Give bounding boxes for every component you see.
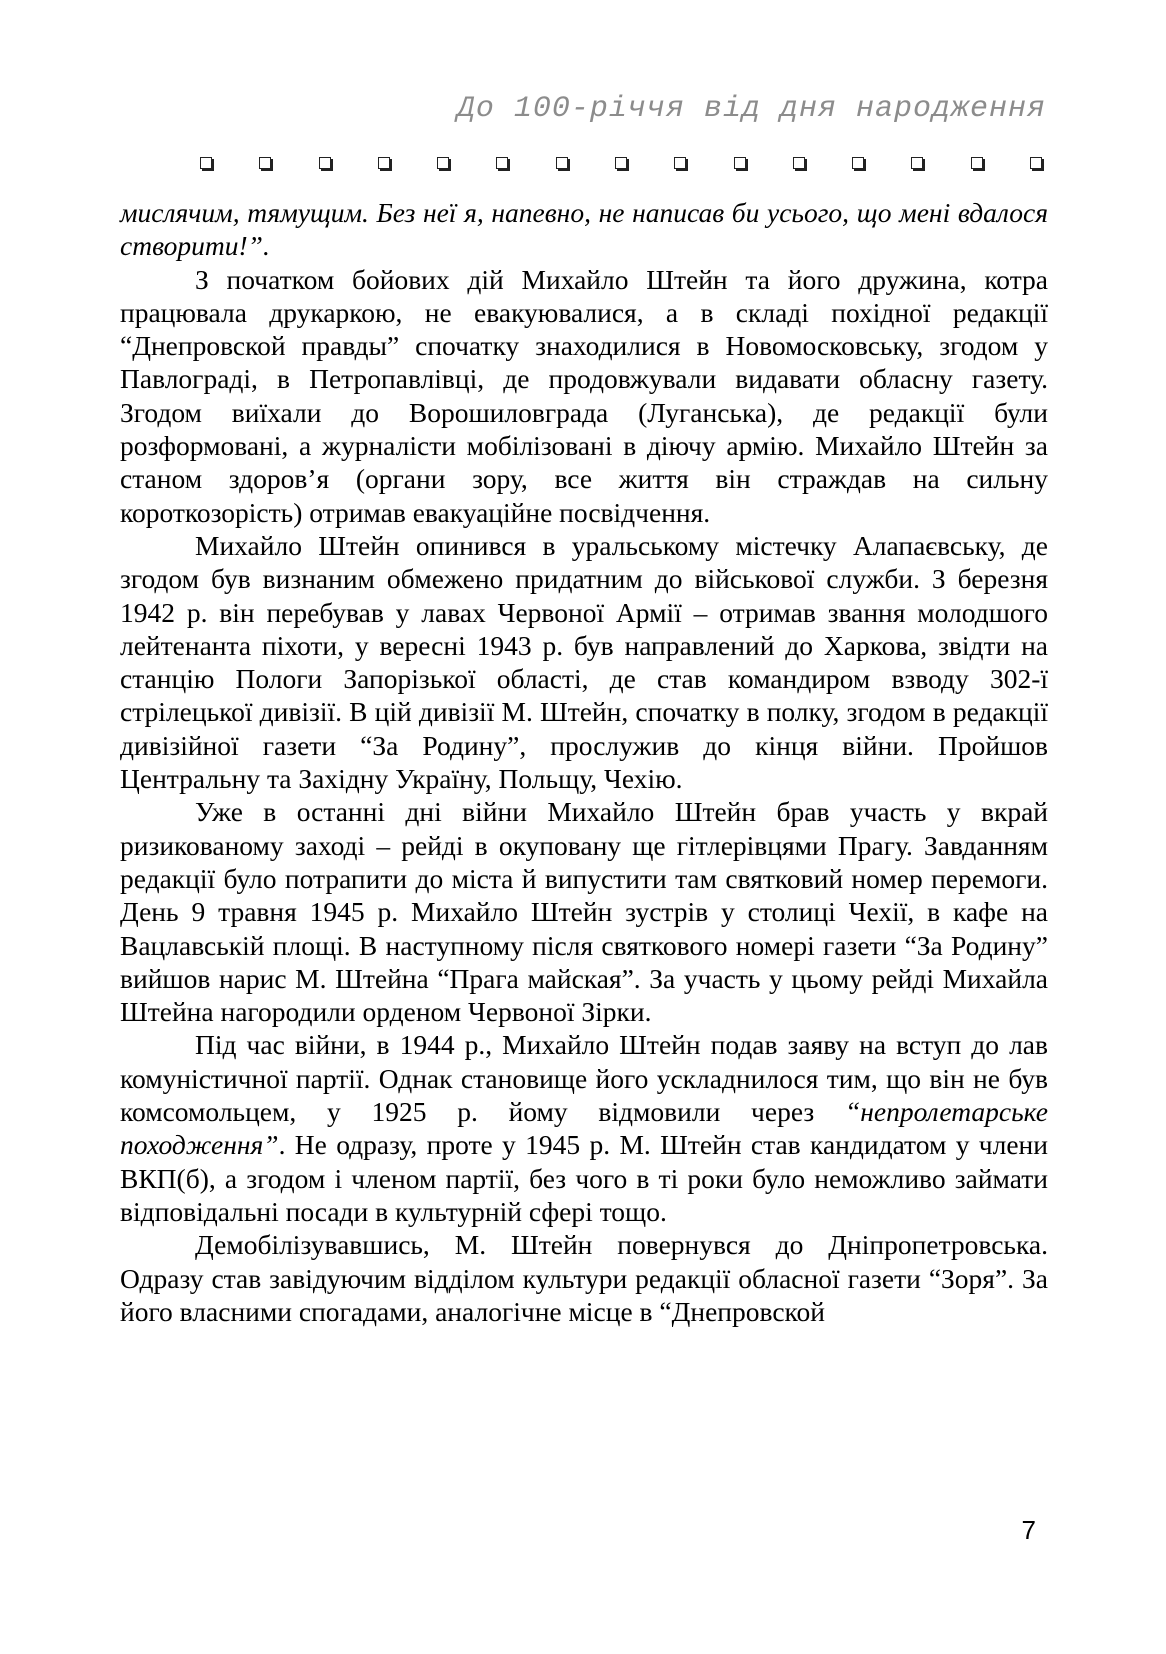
- ornament-square-icon: [319, 157, 331, 169]
- italic-quote-origin: “непролетарське походження”: [120, 1096, 1048, 1161]
- paragraph-party-membership: [120, 1028, 1048, 1228]
- ornament-square-icon: [556, 157, 568, 169]
- ornament-square-icon: [674, 157, 686, 169]
- ornament-square-icon: [200, 157, 212, 169]
- ornament-square-icon: [911, 157, 923, 169]
- ornament-square-icon: [971, 157, 983, 169]
- paragraph-evacuation: З початком бойових дій Михайло Штейн та його дружина, котра працювала друкаркою, не евакуювалися, а в складі похідної редакції “Днепровской правды” спочатку знаходилися в Новомосковську, згодом у Павлограді, в Петропавлівці, де продовжували видавати обласну газету. Згодом виїхали до Ворошиловграда (Луганська), де редакції були розформовані, а журналісти мобілізовані в діючу армію. Михайло Штейн за станом здоров’я (органи зору, все життя він страждав на сильну короткозорість) отримав евакуаційне посвідчення.: [120, 263, 1048, 528]
- decorative-box-divider: [200, 157, 1042, 169]
- paragraph-military-service: Михайло Штейн опинився в уральському містечку Алапаєвську, де згодом був визнаним обмежено придатним до військової служби. З березня 1942 р. він перебував у лавах Червоної Армії – отримав звання молодшого лейтенанта піхоти, у вересні 1943 р. був направлений до Харкова, звідти на станцію Пологи Запорізької області, де став командиром взводу 302-ї стрілецької дивізії. В цій дивізії М. Штейн, спочатку в полку, згодом в редакції дивізійної газети “За Родину”, прослужив до кінця війни. Пройшов Центральну та Західну Україну, Польщу, Чехію.: [120, 529, 1048, 795]
- running-header-title: До 100-річчя від дня народження: [456, 92, 1046, 126]
- ornament-square-icon: [615, 157, 627, 169]
- page-number: 7: [1021, 1515, 1036, 1545]
- ornament-square-icon: [1030, 157, 1042, 169]
- ornament-square-icon: [852, 157, 864, 169]
- ornament-square-icon: [496, 157, 508, 169]
- paragraph-party-text-end: . Не одразу, проте у 1945 р. М. Штейн став кандидатом у члени ВКП(б), а згодом і членом партії, без чого в ті роки було неможливо займати відповідальні посади в культурній сфері тощо.: [120, 1129, 1048, 1227]
- ornament-square-icon: [437, 157, 449, 169]
- paragraph-quote-continuation: мислячим, тямущим. Без неї я, напевно, не написав би усього, що мені вдалося створити!”.: [120, 197, 1048, 262]
- paragraph-demobilization: Демобілізувавшись, М. Штейн повернувся до Дніпропетровська. Одразу став завідуючим відділом культури редакції обласної газети “Зоря”. За його власними спогадами, аналогічне місце в “Днепровской: [120, 1229, 1048, 1327]
- ornament-square-icon: [378, 157, 390, 169]
- article-body: [120, 196, 1048, 1328]
- paragraph-party-text-start: Під час війни, в 1944 р., Михайло Штейн подав заяву на вступ до лав комуністичної партії. Однак становище його ускладнилося тим, що він не був комсомольцем, у 1925 р. йому відмовили через: [120, 1029, 1048, 1128]
- ornament-square-icon: [793, 157, 805, 169]
- ornament-square-icon: [734, 157, 746, 169]
- ornament-square-icon: [259, 157, 271, 169]
- paragraph-prague-raid: Уже в останні дні війни Михайло Штейн брав участь у вкрай ризикованому заході – рейді в окуповану ще гітлерівцями Прагу. Завданням редакції було потрапити до міста й випустити там святковий номер перемоги. День 9 травня 1945 р. Михайло Штейн зустрів у столиці Чехії, в кафе на Вацлавській площі. В наступному після святкового номері газети “За Родину” вийшов нарис М. Штейна “Прага майская”. За участь у цьому рейді Михайла Штейна нагородили орденом Червоної Зірки.: [120, 796, 1048, 1028]
